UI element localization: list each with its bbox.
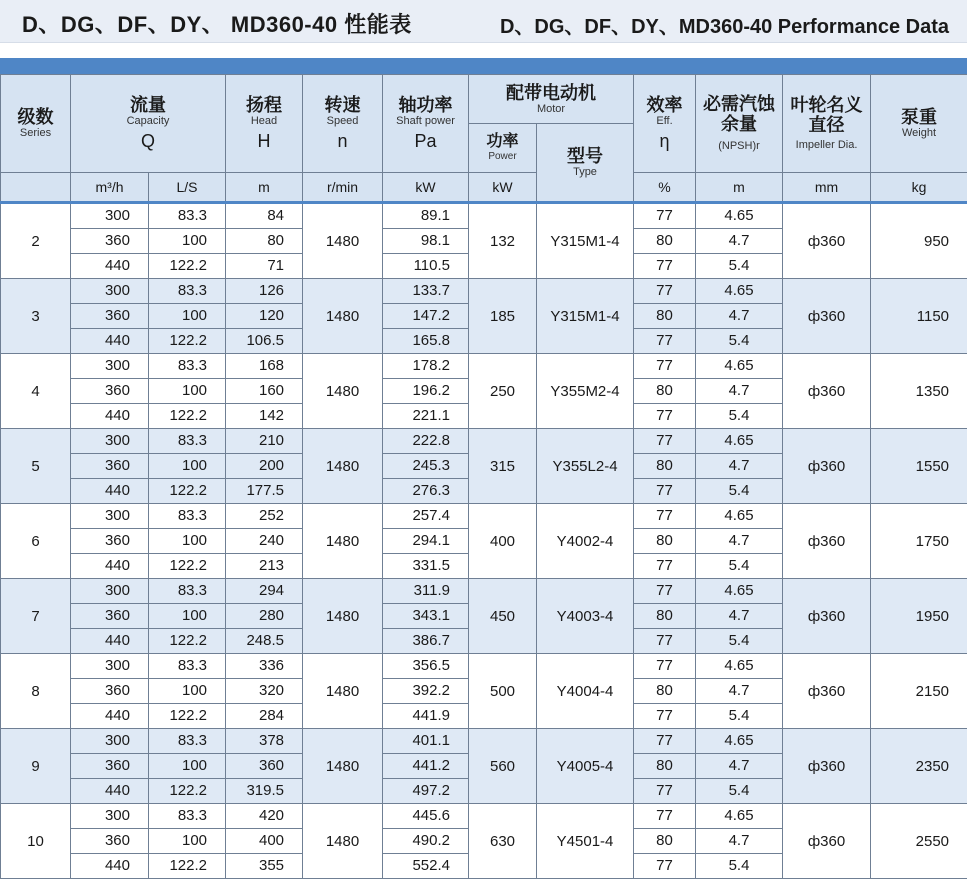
- efficiency-cell: 77: [634, 404, 696, 429]
- shaft-power-cell: 110.5: [383, 254, 469, 279]
- head-cell: 168: [226, 354, 303, 379]
- efficiency-cell: 80: [634, 304, 696, 329]
- npsh-cell: 5.4: [696, 854, 783, 879]
- capacity-ls-cell: 100: [149, 829, 226, 854]
- shaft-power-cell: 401.1: [383, 729, 469, 754]
- efficiency-cell: 77: [634, 504, 696, 529]
- stage-cell: 9: [1, 729, 71, 804]
- head-cell: 120: [226, 304, 303, 329]
- table-row: [1, 279, 967, 304]
- capacity-m3h-cell: 440: [71, 779, 149, 804]
- header-motor-power: 功率 Power: [469, 124, 537, 173]
- stage-cell: 3: [1, 279, 71, 354]
- header-efficiency: 效率 Eff. η: [634, 75, 696, 173]
- speed-cell: 1480: [303, 804, 383, 879]
- npsh-cell: 4.65: [696, 429, 783, 454]
- head-cell: 284: [226, 704, 303, 729]
- npsh-cell: 4.7: [696, 679, 783, 704]
- capacity-ls-cell: 122.2: [149, 329, 226, 354]
- npsh-cell: 4.7: [696, 829, 783, 854]
- speed-cell: 1480: [303, 579, 383, 654]
- npsh-cell: 4.65: [696, 804, 783, 829]
- efficiency-cell: 80: [634, 229, 696, 254]
- stage-cell: 10: [1, 804, 71, 879]
- motor-type-cell: Y4002-4: [537, 504, 634, 579]
- efficiency-cell: 77: [634, 254, 696, 279]
- efficiency-cell: 77: [634, 354, 696, 379]
- npsh-cell: 4.65: [696, 354, 783, 379]
- shaft-power-cell: 552.4: [383, 854, 469, 879]
- capacity-ls-cell: 83.3: [149, 504, 226, 529]
- speed-cell: 1480: [303, 504, 383, 579]
- capacity-m3h-cell: 300: [71, 804, 149, 829]
- header-motor: 配带电动机 Motor: [469, 75, 634, 124]
- capacity-m3h-cell: 440: [71, 329, 149, 354]
- efficiency-cell: 77: [634, 279, 696, 304]
- head-cell: 160: [226, 379, 303, 404]
- performance-table: [0, 74, 967, 879]
- header-impeller: 叶轮名义直径 Impeller Dia.: [783, 75, 871, 173]
- efficiency-cell: 77: [634, 804, 696, 829]
- unit-cell: kW: [383, 173, 469, 203]
- weight-cell: 1150: [871, 279, 967, 354]
- capacity-ls-cell: 83.3: [149, 203, 226, 229]
- impeller-cell: ф360: [783, 729, 871, 804]
- shaft-power-cell: 257.4: [383, 504, 469, 529]
- capacity-m3h-cell: 440: [71, 854, 149, 879]
- shaft-power-cell: 441.2: [383, 754, 469, 779]
- npsh-cell: 4.7: [696, 529, 783, 554]
- efficiency-cell: 77: [634, 629, 696, 654]
- head-cell: 248.5: [226, 629, 303, 654]
- capacity-m3h-cell: 300: [71, 429, 149, 454]
- efficiency-cell: 77: [634, 579, 696, 604]
- head-cell: 319.5: [226, 779, 303, 804]
- stage-cell: 7: [1, 579, 71, 654]
- head-cell: 378: [226, 729, 303, 754]
- head-cell: 200: [226, 454, 303, 479]
- weight-cell: 1750: [871, 504, 967, 579]
- impeller-cell: ф360: [783, 804, 871, 879]
- motor-power-cell: 450: [469, 579, 537, 654]
- stage-cell: 2: [1, 203, 71, 279]
- head-cell: 213: [226, 554, 303, 579]
- capacity-ls-cell: 83.3: [149, 654, 226, 679]
- unit-cell: %: [634, 173, 696, 203]
- capacity-ls-cell: 83.3: [149, 429, 226, 454]
- capacity-m3h-cell: 440: [71, 404, 149, 429]
- shaft-power-cell: 245.3: [383, 454, 469, 479]
- capacity-m3h-cell: 360: [71, 829, 149, 854]
- header-capacity: 流量 Capacity Q: [71, 75, 226, 173]
- motor-power-cell: 250: [469, 354, 537, 429]
- capacity-ls-cell: 100: [149, 604, 226, 629]
- header-weight: 泵重 Weight: [871, 75, 967, 173]
- efficiency-cell: 77: [634, 704, 696, 729]
- capacity-ls-cell: 100: [149, 379, 226, 404]
- head-cell: 80: [226, 229, 303, 254]
- shaft-power-cell: 196.2: [383, 379, 469, 404]
- efficiency-cell: 80: [634, 604, 696, 629]
- head-cell: 355: [226, 854, 303, 879]
- head-cell: 126: [226, 279, 303, 304]
- capacity-ls-cell: 100: [149, 679, 226, 704]
- weight-cell: 1350: [871, 354, 967, 429]
- head-cell: 84: [226, 203, 303, 229]
- shaft-power-cell: 490.2: [383, 829, 469, 854]
- unit-cell: m³/h: [71, 173, 149, 203]
- unit-cell: kg: [871, 173, 967, 203]
- capacity-ls-cell: 100: [149, 304, 226, 329]
- speed-cell: 1480: [303, 203, 383, 279]
- page-title-cn: D、DG、DF、DY、 MD360-40 性能表: [22, 8, 412, 39]
- efficiency-cell: 80: [634, 529, 696, 554]
- head-cell: 400: [226, 829, 303, 854]
- efficiency-cell: 77: [634, 654, 696, 679]
- table-row: [1, 579, 967, 604]
- npsh-cell: 4.7: [696, 304, 783, 329]
- weight-cell: 2350: [871, 729, 967, 804]
- efficiency-cell: 80: [634, 679, 696, 704]
- capacity-m3h-cell: 360: [71, 604, 149, 629]
- capacity-m3h-cell: 300: [71, 579, 149, 604]
- capacity-m3h-cell: 300: [71, 279, 149, 304]
- head-cell: 280: [226, 604, 303, 629]
- capacity-ls-cell: 100: [149, 754, 226, 779]
- page-title-en: D、DG、DF、DY、MD360-40 Performance Data: [500, 10, 949, 39]
- impeller-cell: ф360: [783, 504, 871, 579]
- capacity-m3h-cell: 300: [71, 504, 149, 529]
- motor-power-cell: 400: [469, 504, 537, 579]
- capacity-ls-cell: 83.3: [149, 354, 226, 379]
- table-body: [1, 203, 967, 879]
- head-cell: 360: [226, 754, 303, 779]
- table-row: [1, 203, 967, 229]
- efficiency-cell: 77: [634, 429, 696, 454]
- head-cell: 336: [226, 654, 303, 679]
- shaft-power-cell: 356.5: [383, 654, 469, 679]
- efficiency-cell: 80: [634, 379, 696, 404]
- shaft-power-cell: 133.7: [383, 279, 469, 304]
- motor-type-cell: Y4501-4: [537, 804, 634, 879]
- unit-cell: mm: [783, 173, 871, 203]
- header-speed: 转速 Speed n: [303, 75, 383, 173]
- shaft-power-cell: 445.6: [383, 804, 469, 829]
- npsh-cell: 5.4: [696, 704, 783, 729]
- capacity-m3h-cell: 300: [71, 203, 149, 229]
- header-series: 级数 Series: [1, 75, 71, 173]
- header-motor-type: 型号 Type: [537, 124, 634, 203]
- stage-cell: 5: [1, 429, 71, 504]
- header-head: 扬程 Head H: [226, 75, 303, 173]
- npsh-cell: 4.65: [696, 729, 783, 754]
- npsh-cell: 4.7: [696, 229, 783, 254]
- capacity-ls-cell: 122.2: [149, 854, 226, 879]
- table-row: [1, 804, 967, 829]
- npsh-cell: 5.4: [696, 629, 783, 654]
- stage-cell: 6: [1, 504, 71, 579]
- motor-type-cell: Y355M2-4: [537, 354, 634, 429]
- shaft-power-cell: 386.7: [383, 629, 469, 654]
- impeller-cell: ф360: [783, 354, 871, 429]
- head-cell: 240: [226, 529, 303, 554]
- speed-cell: 1480: [303, 729, 383, 804]
- capacity-m3h-cell: 360: [71, 379, 149, 404]
- npsh-cell: 5.4: [696, 254, 783, 279]
- capacity-ls-cell: 122.2: [149, 629, 226, 654]
- head-cell: 142: [226, 404, 303, 429]
- capacity-ls-cell: 100: [149, 529, 226, 554]
- unit-cell: kW: [469, 173, 537, 203]
- capacity-ls-cell: 122.2: [149, 779, 226, 804]
- capacity-ls-cell: 100: [149, 454, 226, 479]
- speed-cell: 1480: [303, 429, 383, 504]
- capacity-m3h-cell: 360: [71, 229, 149, 254]
- efficiency-cell: 77: [634, 554, 696, 579]
- npsh-cell: 4.65: [696, 203, 783, 229]
- capacity-ls-cell: 122.2: [149, 479, 226, 504]
- motor-type-cell: Y4004-4: [537, 654, 634, 729]
- stage-cell: 8: [1, 654, 71, 729]
- capacity-m3h-cell: 440: [71, 254, 149, 279]
- capacity-ls-cell: 100: [149, 229, 226, 254]
- efficiency-cell: 77: [634, 203, 696, 229]
- capacity-m3h-cell: 440: [71, 479, 149, 504]
- efficiency-cell: 77: [634, 729, 696, 754]
- head-cell: 177.5: [226, 479, 303, 504]
- shaft-power-cell: 294.1: [383, 529, 469, 554]
- capacity-ls-cell: 122.2: [149, 704, 226, 729]
- npsh-cell: 4.65: [696, 579, 783, 604]
- npsh-cell: 5.4: [696, 479, 783, 504]
- shaft-power-cell: 165.8: [383, 329, 469, 354]
- efficiency-cell: 80: [634, 829, 696, 854]
- capacity-ls-cell: 122.2: [149, 554, 226, 579]
- impeller-cell: ф360: [783, 579, 871, 654]
- accent-bar: [0, 58, 967, 74]
- shaft-power-cell: 276.3: [383, 479, 469, 504]
- table-row: [1, 654, 967, 679]
- speed-cell: 1480: [303, 279, 383, 354]
- motor-power-cell: 315: [469, 429, 537, 504]
- shaft-power-cell: 147.2: [383, 304, 469, 329]
- npsh-cell: 4.7: [696, 754, 783, 779]
- npsh-cell: 4.7: [696, 454, 783, 479]
- shaft-power-cell: 343.1: [383, 604, 469, 629]
- efficiency-cell: 80: [634, 754, 696, 779]
- capacity-ls-cell: 122.2: [149, 404, 226, 429]
- impeller-cell: ф360: [783, 279, 871, 354]
- impeller-cell: ф360: [783, 429, 871, 504]
- npsh-cell: 4.65: [696, 504, 783, 529]
- speed-cell: 1480: [303, 354, 383, 429]
- efficiency-cell: 77: [634, 779, 696, 804]
- shaft-power-cell: 392.2: [383, 679, 469, 704]
- npsh-cell: 4.65: [696, 279, 783, 304]
- table-header: [1, 75, 967, 203]
- speed-cell: 1480: [303, 654, 383, 729]
- shaft-power-cell: 178.2: [383, 354, 469, 379]
- capacity-m3h-cell: 440: [71, 704, 149, 729]
- shaft-power-cell: 222.8: [383, 429, 469, 454]
- weight-cell: 2550: [871, 804, 967, 879]
- title-bar: [0, 0, 967, 43]
- shaft-power-cell: 497.2: [383, 779, 469, 804]
- motor-type-cell: Y315M1-4: [537, 203, 634, 279]
- capacity-m3h-cell: 440: [71, 554, 149, 579]
- weight-cell: 1550: [871, 429, 967, 504]
- capacity-ls-cell: 83.3: [149, 804, 226, 829]
- capacity-ls-cell: 83.3: [149, 729, 226, 754]
- capacity-m3h-cell: 360: [71, 304, 149, 329]
- head-cell: 320: [226, 679, 303, 704]
- capacity-m3h-cell: 360: [71, 529, 149, 554]
- table-row: [1, 429, 967, 454]
- motor-power-cell: 185: [469, 279, 537, 354]
- capacity-ls-cell: 83.3: [149, 579, 226, 604]
- motor-type-cell: Y355L2-4: [537, 429, 634, 504]
- efficiency-cell: 80: [634, 454, 696, 479]
- shaft-power-cell: 331.5: [383, 554, 469, 579]
- head-cell: 252: [226, 504, 303, 529]
- header-shaft-power: 轴功率 Shaft power Pa: [383, 75, 469, 173]
- capacity-m3h-cell: 300: [71, 354, 149, 379]
- shaft-power-cell: 311.9: [383, 579, 469, 604]
- head-cell: 71: [226, 254, 303, 279]
- capacity-m3h-cell: 360: [71, 754, 149, 779]
- shaft-power-cell: 441.9: [383, 704, 469, 729]
- stage-cell: 4: [1, 354, 71, 429]
- unit-cell: m: [226, 173, 303, 203]
- weight-cell: 950: [871, 203, 967, 279]
- table-row: [1, 354, 967, 379]
- motor-power-cell: 630: [469, 804, 537, 879]
- shaft-power-cell: 98.1: [383, 229, 469, 254]
- npsh-cell: 5.4: [696, 404, 783, 429]
- efficiency-cell: 77: [634, 479, 696, 504]
- head-cell: 420: [226, 804, 303, 829]
- motor-type-cell: Y4005-4: [537, 729, 634, 804]
- npsh-cell: 5.4: [696, 554, 783, 579]
- motor-power-cell: 560: [469, 729, 537, 804]
- capacity-m3h-cell: 360: [71, 454, 149, 479]
- capacity-m3h-cell: 300: [71, 654, 149, 679]
- capacity-ls-cell: 83.3: [149, 279, 226, 304]
- capacity-m3h-cell: 300: [71, 729, 149, 754]
- efficiency-cell: 77: [634, 854, 696, 879]
- header-npsh: 必需汽蚀余量 (NPSH)r: [696, 75, 783, 173]
- shaft-power-cell: 221.1: [383, 404, 469, 429]
- npsh-cell: 4.7: [696, 379, 783, 404]
- weight-cell: 2150: [871, 654, 967, 729]
- impeller-cell: ф360: [783, 203, 871, 279]
- unit-cell: m: [696, 173, 783, 203]
- capacity-m3h-cell: 360: [71, 679, 149, 704]
- head-cell: 210: [226, 429, 303, 454]
- motor-power-cell: 500: [469, 654, 537, 729]
- efficiency-cell: 77: [634, 329, 696, 354]
- npsh-cell: 4.65: [696, 654, 783, 679]
- motor-type-cell: Y4003-4: [537, 579, 634, 654]
- capacity-ls-cell: 122.2: [149, 254, 226, 279]
- motor-power-cell: 132: [469, 203, 537, 279]
- units-row: [1, 173, 967, 203]
- npsh-cell: 5.4: [696, 329, 783, 354]
- unit-cell: [1, 173, 71, 203]
- table-row: [1, 504, 967, 529]
- npsh-cell: 5.4: [696, 779, 783, 804]
- table-row: [1, 729, 967, 754]
- unit-cell: L/S: [149, 173, 226, 203]
- npsh-cell: 4.7: [696, 604, 783, 629]
- head-cell: 106.5: [226, 329, 303, 354]
- motor-type-cell: Y315M1-4: [537, 279, 634, 354]
- shaft-power-cell: 89.1: [383, 203, 469, 229]
- head-cell: 294: [226, 579, 303, 604]
- capacity-m3h-cell: 440: [71, 629, 149, 654]
- unit-cell: r/min: [303, 173, 383, 203]
- weight-cell: 1950: [871, 579, 967, 654]
- impeller-cell: ф360: [783, 654, 871, 729]
